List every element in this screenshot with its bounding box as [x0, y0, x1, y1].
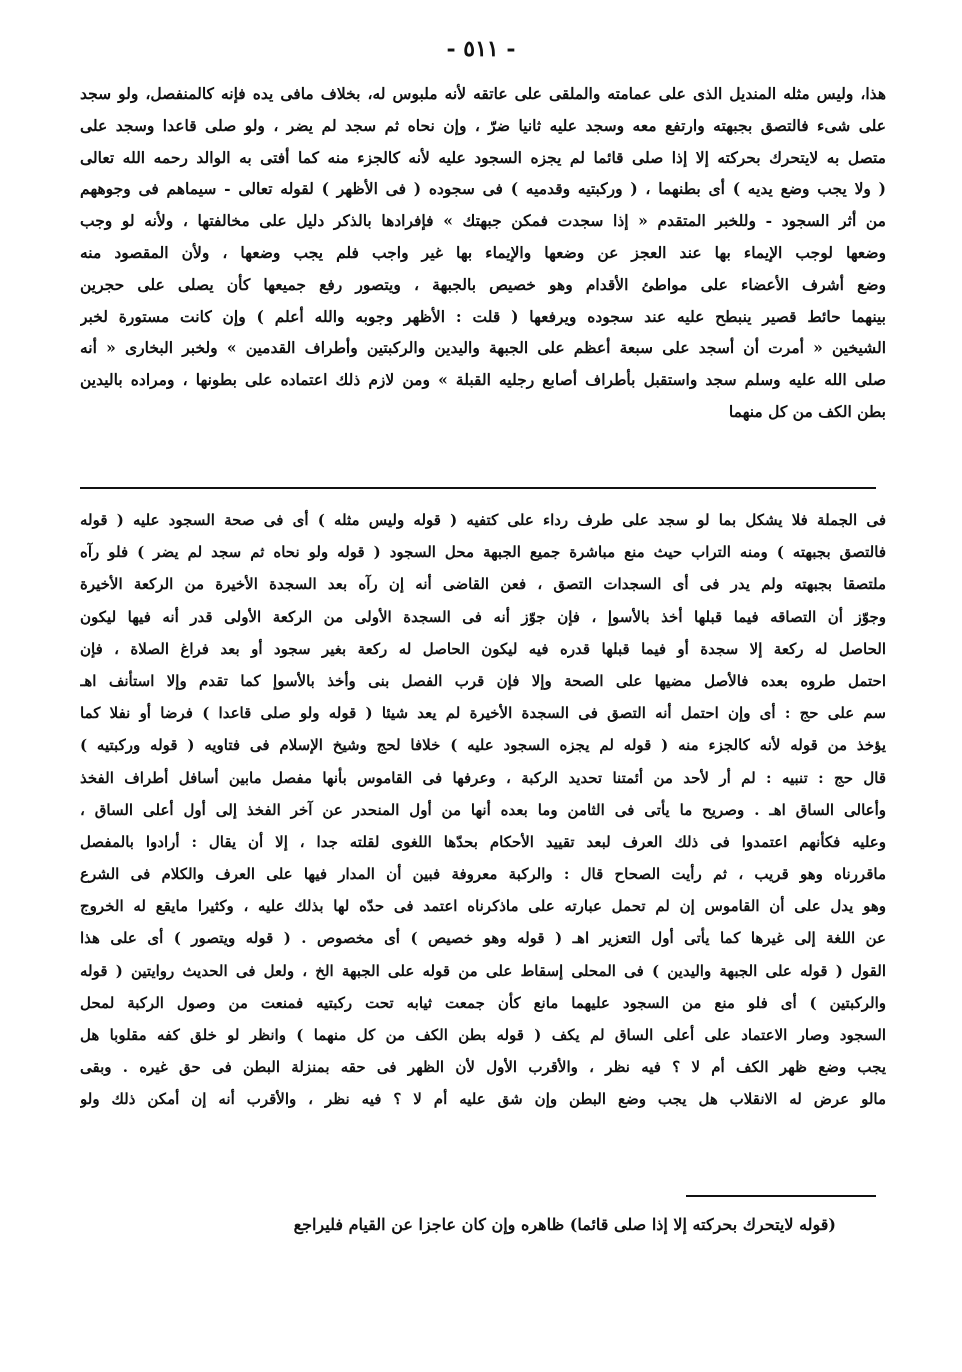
page-number: - ٥١١ - — [446, 36, 516, 62]
commentary-line: والركبتين ) أى فلو منع من السجود عليهما مانع كأن جمعت ثيابه تحت ركبتيه فمنعت من وصول الركبة لمحل — [80, 993, 886, 1012]
commentary-line: الحاصل له ركعة إلا سجدة أو فيما قبلها قدره فيه ليكون الحاصل له ركعة بغير سجود أو بعد فراغ الصلاة ، فإن — [80, 639, 886, 658]
commentary-line: يجب وضع ظهر الكف أم لا ؟ فيه نظر ، والأقرب الأول لأن الظهر فى حقه بمنزلة البطن فى حق غيره . وبقى — [80, 1058, 886, 1077]
commentary-line: وهو يدل على أن القاموس إن لم تحمل عبارته على ماذكرناه اعتمد فى حدّه لها بذلك عليه ، وكثيرا مايقع له الخروج — [80, 897, 886, 916]
main-text-line: ( ولا يجب وضع يديه ) أى بطنهما ، ( وركبتيه وقدميه ) فى سجوده ( فى الأظهر ) لقوله تعالى - سيماهم فى وجوههم — [80, 179, 886, 199]
commentary-line: ماقررناه وهو قريب ، ثم رأيت الصحاح قال : والركبة معروفة فبين أن المدار فيها على العرف والكلام فى الشرع — [80, 865, 886, 884]
main-text-line: متصل به لايتحرك بحركته إلا إذا صلى قائما لم يجزه السجود عليه لأنه كالجزء منه كما أفتى به الوالد رحمه الله تعالى — [80, 147, 886, 167]
main-text-line: على شىء فالتصق بجبهته وارتفع معه وسجد عليه ثانيا ضرّ ، وإن نحاه ثم سجد لم يضر ، ولو صلى قاعدا وسجد على — [80, 115, 886, 135]
main-text-line: وضع أشرف الأعضاء على مواطئ الأقدام وهو خصيص بالجبهة ، ويتصور رفع جميعها كأن يصلى على حجرين — [80, 274, 886, 294]
commentary-line: يؤخذ من قوله لأنه كالجزء منه ( قوله لم يجزه السجود عليه ) خلافا لحج وشيخ الإسلام فى فتاويه ( قوله وركبتيه ) — [80, 736, 886, 755]
main-text-line: صلى الله عليه وسلم سجد واستقبل بأطراف أصابع رجليه القبلة » ومن لازم ذلك اعتماده على بطونها ، ومراده باليدين — [80, 370, 886, 390]
commentary-line: احتمل طروه بعده فالأصل مضيها على الصحة وإلا فإن قرب الفصل بنى وأخذ بالأسوإ كما تقدم وإلا استأنف اهـ — [80, 671, 886, 690]
commentary-line: فالتصق بجبهته ) ومنه التراب حيث منع مباشرة جميع الجبهة محل السجود ( قوله ولو نحاه ثم سجد لم يضر ) فلو رآه — [80, 543, 886, 562]
commentary-line: عن اللغة إلى غيرها كما يأتى أول التعزير اهـ ( قوله وهو خصيص ) أى مخصوص . ( قوله ويتصور ) أى على هذا — [80, 929, 886, 948]
main-text-line: الشيخين « أمرت أن أسجد على سبعة أعظم على الجبهة واليدين والركبتين وأطراف القدمين » ولخبر البخارى « أنه — [80, 338, 886, 358]
footnote: (قوله لايتحرك بحركته إلا إذا صلى قائما) ظاهره وإن كان عاجزا عن القيام فليراجع — [293, 1215, 836, 1234]
commentary-line: قال حج : تنبيه : لم أر لأحد من أئمتنا تحديد الركبة ، وعرفها فى القاموس بأنها مفصل مابين أسافل أطراف الفخذ — [80, 768, 886, 787]
main-text — [80, 78, 886, 428]
main-text-line: بينهما حائط قصير ينبطح عليه عند سجوده ويرفعها ( قلت : الأظهر وجوبه والله أعلم ) وإن كانت مستورة لخبر — [80, 306, 886, 326]
main-text-line: هذا، وليس مثله المنديل الذى على عمامته والملقى على عاتقه لأنه ملبوس له، بخلاف مافى يده فإنه كالمنفصل، ولو سجد — [80, 84, 886, 103]
commentary-line: مالو عرض له الانقلاب هل يجب وضع البطن وإن شق عليه أم لا ؟ فيه نظر ، والأقرب أنه إن أمكن ذلك ولو — [80, 1090, 886, 1109]
commentary-line: السجود وصار الاعتماد على أعلى الساق لم يكف ( قوله بطن الكف من كل منهما ) وانظر لو خلق كفه مقلوبا هل — [80, 1026, 886, 1044]
commentary-line: القول ( قوله على الجبهة واليدين ) فى المحلى إسقاط على من قوله على الجبهة الخ ، ولعل فى الحديث روايتين ( قوله — [80, 961, 886, 980]
commentary-line: فى الجملة فلا يشكل بما لو سجد على طرف رداء على كتفيه ( قوله وليس مثله ) أى فى صحة السجود عليه ( قوله — [80, 511, 886, 529]
section-divider — [80, 487, 876, 489]
commentary-text — [80, 504, 886, 1116]
commentary-line: وأعالى الساق اهـ . وصريح ما يأتى فى الثامن وما بعده أنها من أول المنحدر عن آخر الفخذ إلى أول أعلى الساق ، — [80, 800, 886, 819]
commentary-line: سم على حج : أى وإن احتمل أنه التصق فى السجدة الأخيرة لم يعد شيئا ( قوله ولو صلى قاعدا ) فرضا أو نفلا كما — [80, 704, 886, 723]
commentary-line: وعليه فكأنهم اعتمدوا فى ذلك العرف لبعد تقييد الأحكام بحدّها اللغوى لقلته جدا ، إلا أن يقال : أرادوا بالمفصل — [80, 832, 886, 851]
main-text-line: من أثر السجود - وللخبر المتقدم « إذا سجدت فمكن جبهتك » فإفرادها بالذكر دليل على مخالفتها ، ولأنه لو وجب — [80, 211, 886, 231]
main-text-line: وضعها لوجب الإيماء بها عند العجز عن وضعها والإيماء بها غير واجب فلم يجب وضعها ، ولأن المقصود منه — [80, 242, 886, 262]
footnote-divider — [686, 1195, 876, 1197]
main-text-line: بطن الكف من كل منهما — [728, 401, 886, 421]
commentary-line: ملتصقا بجبهته ولم يدر فى أى السجدات التصق ، فعن القاضى أنه إن رآه بعد السجدة الأخيرة من الركعة الأخيرة — [80, 575, 886, 594]
commentary-line: وجوّز أن التصاقه فيما قبلها أخذ بالأسوإ ، فإن جوّز أنه فى السجدة الأولى من الركعة الأولى قدر أنه فيها ليكون — [80, 607, 886, 626]
